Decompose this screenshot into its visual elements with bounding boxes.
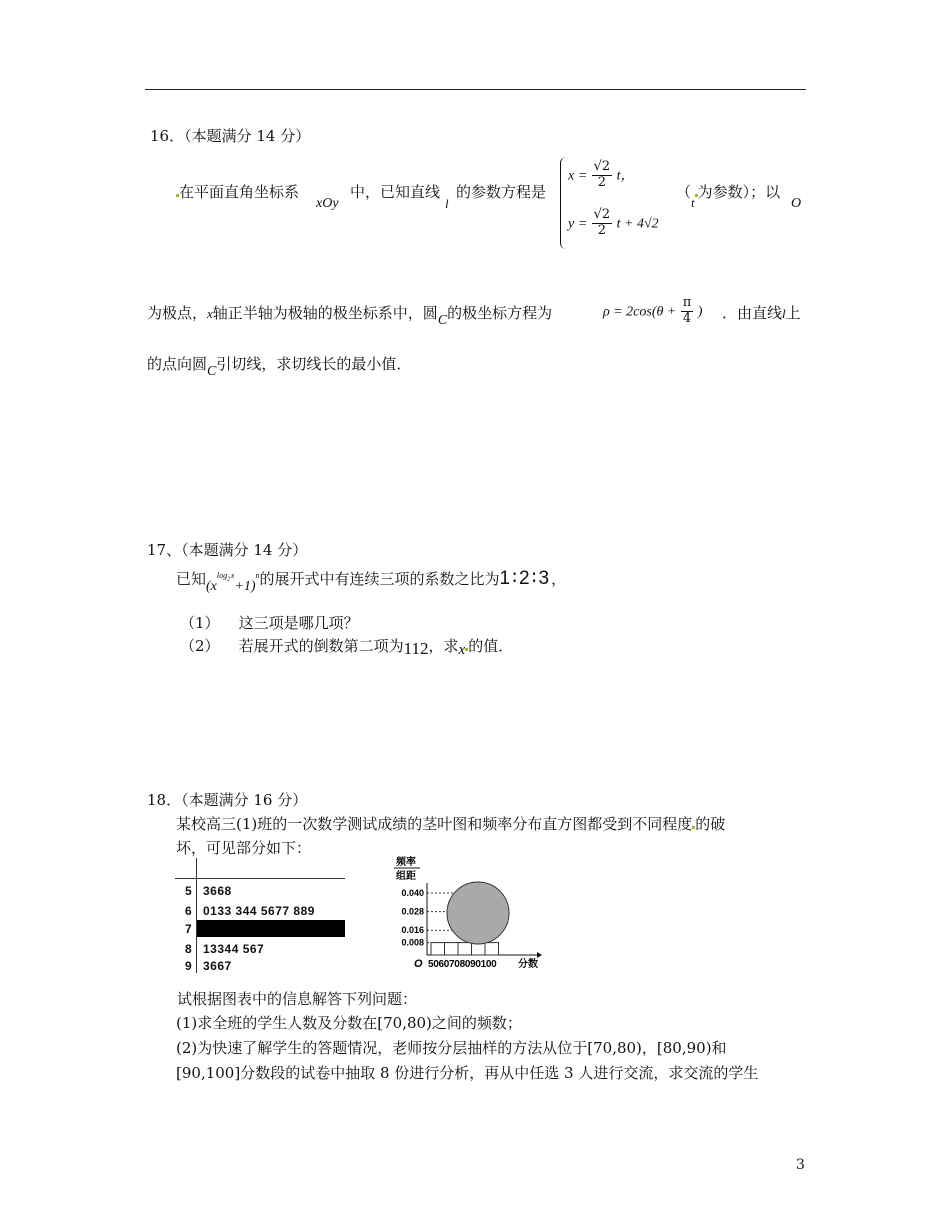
- frequency-histogram: [382, 855, 552, 975]
- y-tick-label: 0.028: [401, 906, 424, 917]
- q18-part2-line2: [90,100]分数段的试卷中抽取 8 份进行分析，再从中任选 3 人进行交流，求交流的学生: [176, 1064, 759, 1082]
- param-eq-y: y = $\frac{√2}{2}$ t + 4√2: [568, 207, 659, 238]
- histogram-bar: [431, 943, 445, 955]
- y-tick-label: 0.016: [401, 925, 424, 936]
- xoy-symbol: xOy: [316, 196, 339, 211]
- line-l-symbol: l: [445, 196, 449, 211]
- q16-line1-c: 的参数方程是: [456, 183, 547, 201]
- q18-intro2: 坏，可见部分如下：: [176, 839, 312, 857]
- origin-symbol: O: [791, 196, 802, 211]
- q16-line1-b: 中，已知直线: [350, 183, 441, 201]
- y-tick-label: 0.040: [401, 888, 424, 898]
- q18-question-intro: 试根据图表中的信息解答下列问题：: [177, 990, 418, 1008]
- q17-line1: 已知$(x^{log_2 x}+1)^n$的展开式中有连续三项的系数之比为1∶2∶3，: [176, 568, 567, 594]
- ylabel-bottom: 组距: [396, 871, 416, 882]
- x-tick-labels: 5060708090100: [428, 959, 497, 970]
- q17-sub2: （2） 若展开式的倒数第二项为112，求x 的值．: [180, 637, 514, 658]
- stem-row: 8 13344 567: [185, 942, 265, 956]
- q17-heading: 17、（本题满分 14 分）: [147, 541, 308, 559]
- stem-row: 9 3667: [185, 959, 232, 973]
- stem-row: 6 0133 344 5677 889: [185, 904, 315, 918]
- damaged-row-bar: [197, 920, 345, 937]
- stem-row: 5 3668: [185, 884, 232, 898]
- stem-row: 7: [185, 922, 192, 936]
- xlabel: 分数: [518, 959, 538, 970]
- q18-heading: 18．（本题满分 16 分）: [147, 791, 308, 809]
- param-eq-x: x = $\frac{√2}{2}$ t，: [568, 159, 635, 190]
- q17-sub1: （1） 这三项是哪几项？: [180, 614, 359, 632]
- histogram-bar: [445, 943, 459, 955]
- y-tick-label: 0.008: [401, 937, 424, 948]
- q16-line2-tail: ．由直线l上: [722, 304, 801, 322]
- ylabel-top: 频率: [396, 857, 416, 868]
- q18-part1: (1)求全班的学生人数及分数在[70,80)之间的频数；: [176, 1014, 522, 1032]
- q16-line3: 的点向圆C引切线，求切线长的最小值．: [147, 355, 412, 379]
- header-rule: [145, 89, 806, 90]
- damage-circle: [447, 882, 509, 944]
- q18-part2-line1: (2)为快速了解学生的答题情况，老师按分层抽样的方法从位于[70,80)，[80,90)和: [176, 1039, 727, 1057]
- q16-heading: 16．（本题满分 14 分）: [150, 127, 311, 145]
- polar-equation: ρ = 2cos(θ + $\frac{\pi}{4}$ ): [603, 295, 703, 326]
- histogram-bar: [458, 943, 472, 955]
- origin-label: O: [414, 958, 423, 970]
- q16-line2: 为极点，x轴正半轴为极轴的极坐标系中，圆C的极坐标方程为: [147, 304, 553, 328]
- page-number: 3: [796, 1157, 805, 1173]
- histogram-bar: [485, 943, 499, 955]
- q18-intro1: 某校高三(1)班的一次数学测试成绩的茎叶图和频率分布直方图都受到不同程度 的破: [176, 815, 726, 833]
- q16-line1: 在平面直角坐标系: [176, 183, 299, 201]
- stem-leaf-plot: [175, 858, 345, 973]
- param-note: （t为参数）；以: [676, 183, 781, 210]
- ratio: 1∶2∶3: [499, 568, 552, 589]
